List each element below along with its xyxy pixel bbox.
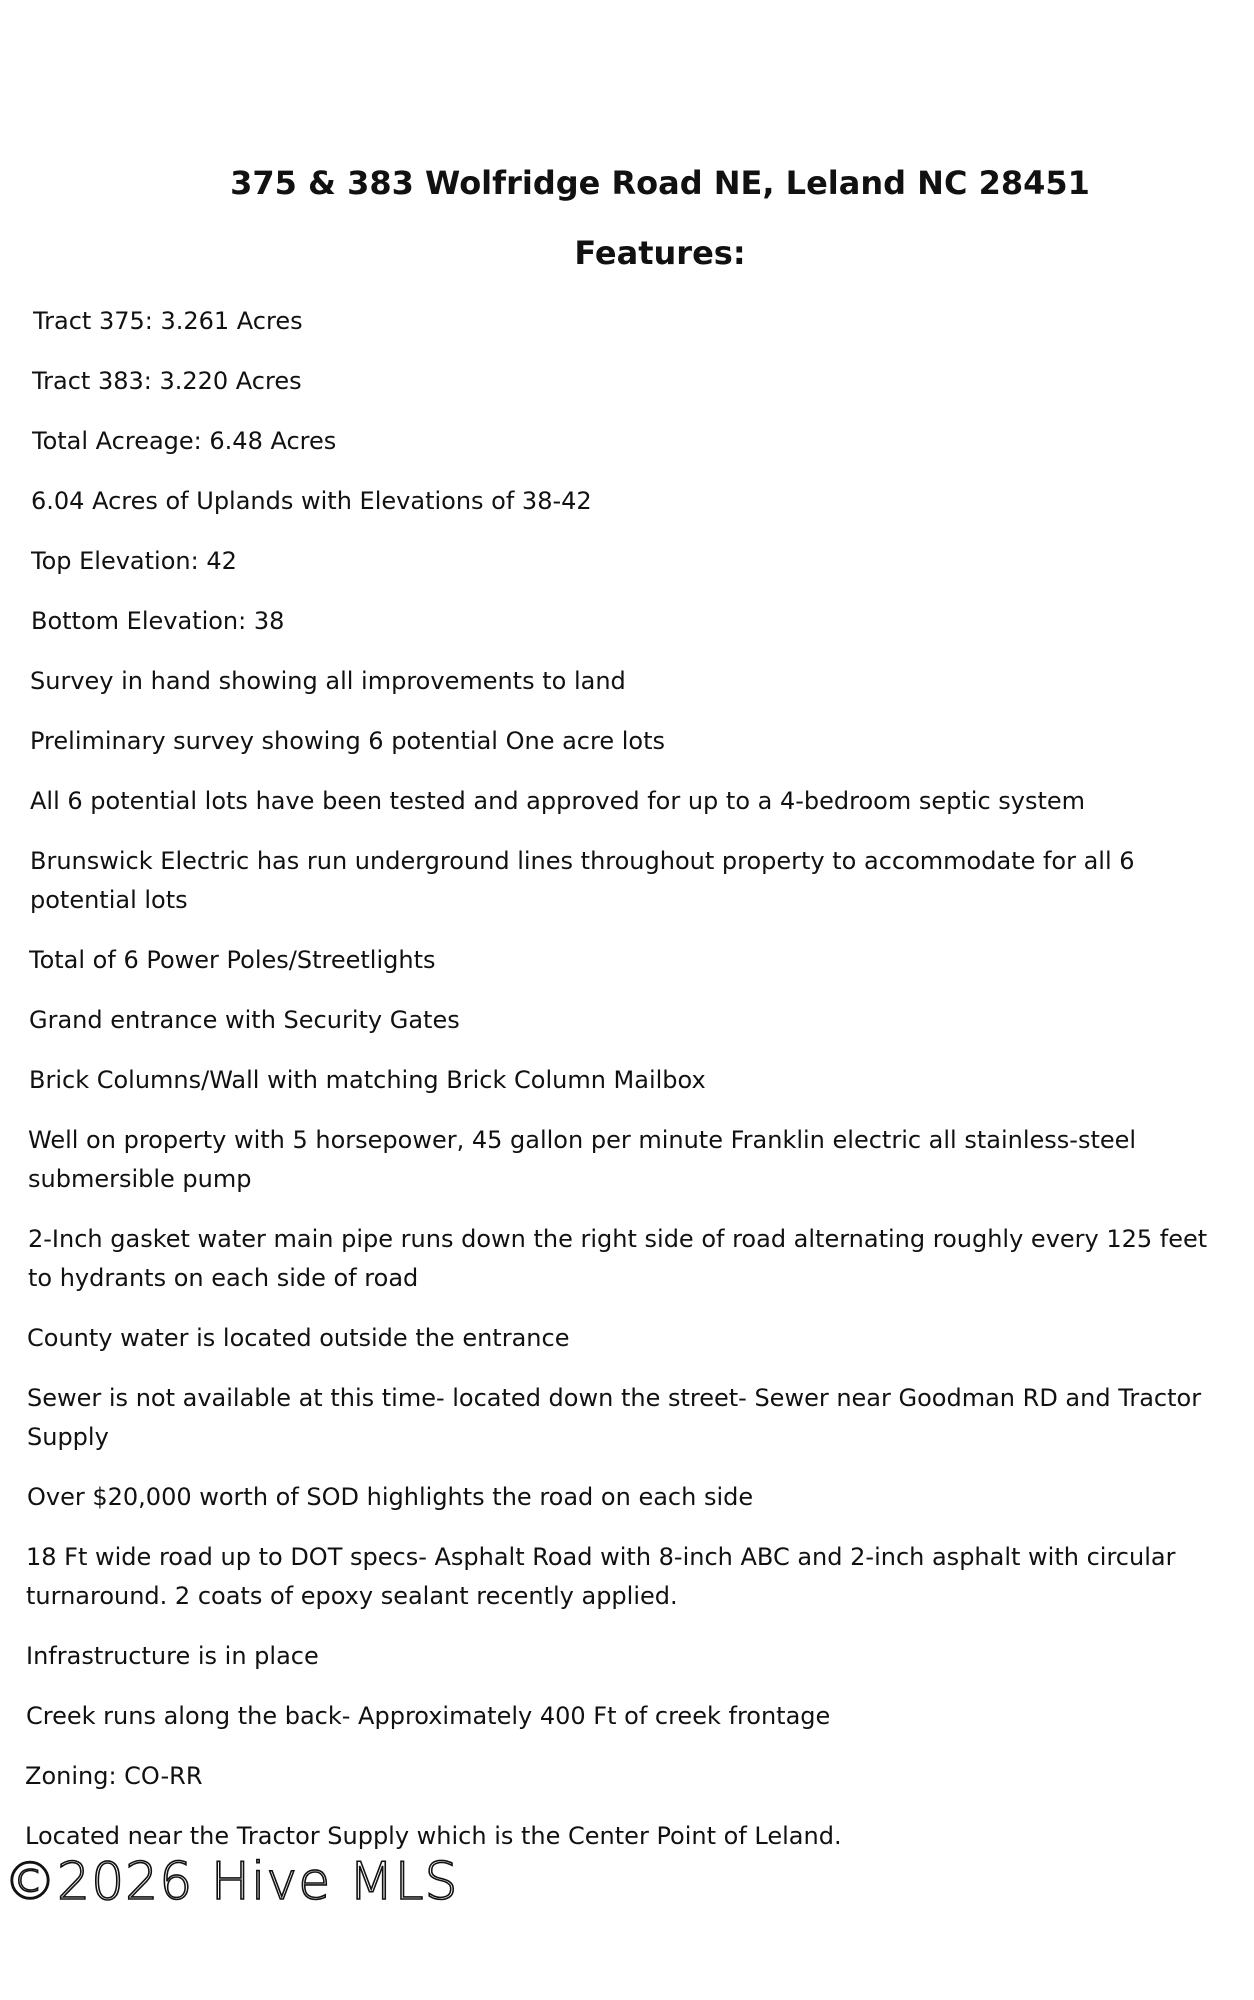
feature-item: All 6 potential lots have been tested and approved for up to a 4-bedroom septic system <box>30 787 1086 815</box>
feature-item: Zoning: CO-RR <box>25 1762 203 1790</box>
feature-item: Well on property with 5 horsepower, 45 gallon per minute Franklin electric all stainless-steel submersible pump <box>28 1126 1144 1193</box>
feature-item: Brunswick Electric has run underground lines throughout property to accommodate for all 6 potential lots <box>30 847 1143 914</box>
feature-item: Total Acreage: 6.48 Acres <box>32 427 337 455</box>
feature-item: County water is located outside the entrance <box>27 1324 570 1352</box>
feature-item: Brick Columns/Wall with matching Brick Column Mailbox <box>29 1066 706 1094</box>
feature-item: Grand entrance with Security Gates <box>29 1006 460 1034</box>
feature-item: 18 Ft wide road up to DOT specs- Asphalt Road with 8-inch ABC and 2-inch asphalt with circular turnaround. 2 coats of epoxy sealant recently applied. <box>26 1543 1184 1610</box>
feature-item: Total of 6 Power Poles/Streetlights <box>29 946 436 974</box>
feature-item: Infrastructure is in place <box>26 1642 319 1670</box>
feature-item: Located near the Tractor Supply which is the Center Point of Leland. <box>25 1822 842 1850</box>
document-title: 375 & 383 Wolfridge Road NE, Leland NC 28451 <box>230 164 1090 202</box>
feature-item: Top Elevation: 42 <box>31 547 237 575</box>
feature-item: 6.04 Acres of Uplands with Elevations of 38-42 <box>31 487 592 515</box>
feature-item: Bottom Elevation: 38 <box>31 607 285 635</box>
feature-item: Tract 375: 3.261 Acres <box>33 307 303 335</box>
copyright-watermark: ©2026 Hive MLS <box>4 1852 459 1912</box>
feature-item: Survey in hand showing all improvements to land <box>30 667 626 695</box>
feature-item: Sewer is not available at this time- located down the street- Sewer near Goodman RD and Tractor Supply <box>27 1384 1209 1451</box>
feature-item: Creek runs along the back- Approximately 400 Ft of creek frontage <box>26 1702 831 1730</box>
feature-item: 2-Inch gasket water main pipe runs down the right side of road alternating roughly every 125 feet to hydrants on each side of road <box>28 1225 1215 1292</box>
feature-item: Preliminary survey showing 6 potential One acre lots <box>30 727 665 755</box>
document-subtitle: Features: <box>574 234 746 272</box>
feature-item: Tract 383: 3.220 Acres <box>32 367 302 395</box>
feature-item: Over $20,000 worth of SOD highlights the road on each side <box>27 1483 754 1511</box>
